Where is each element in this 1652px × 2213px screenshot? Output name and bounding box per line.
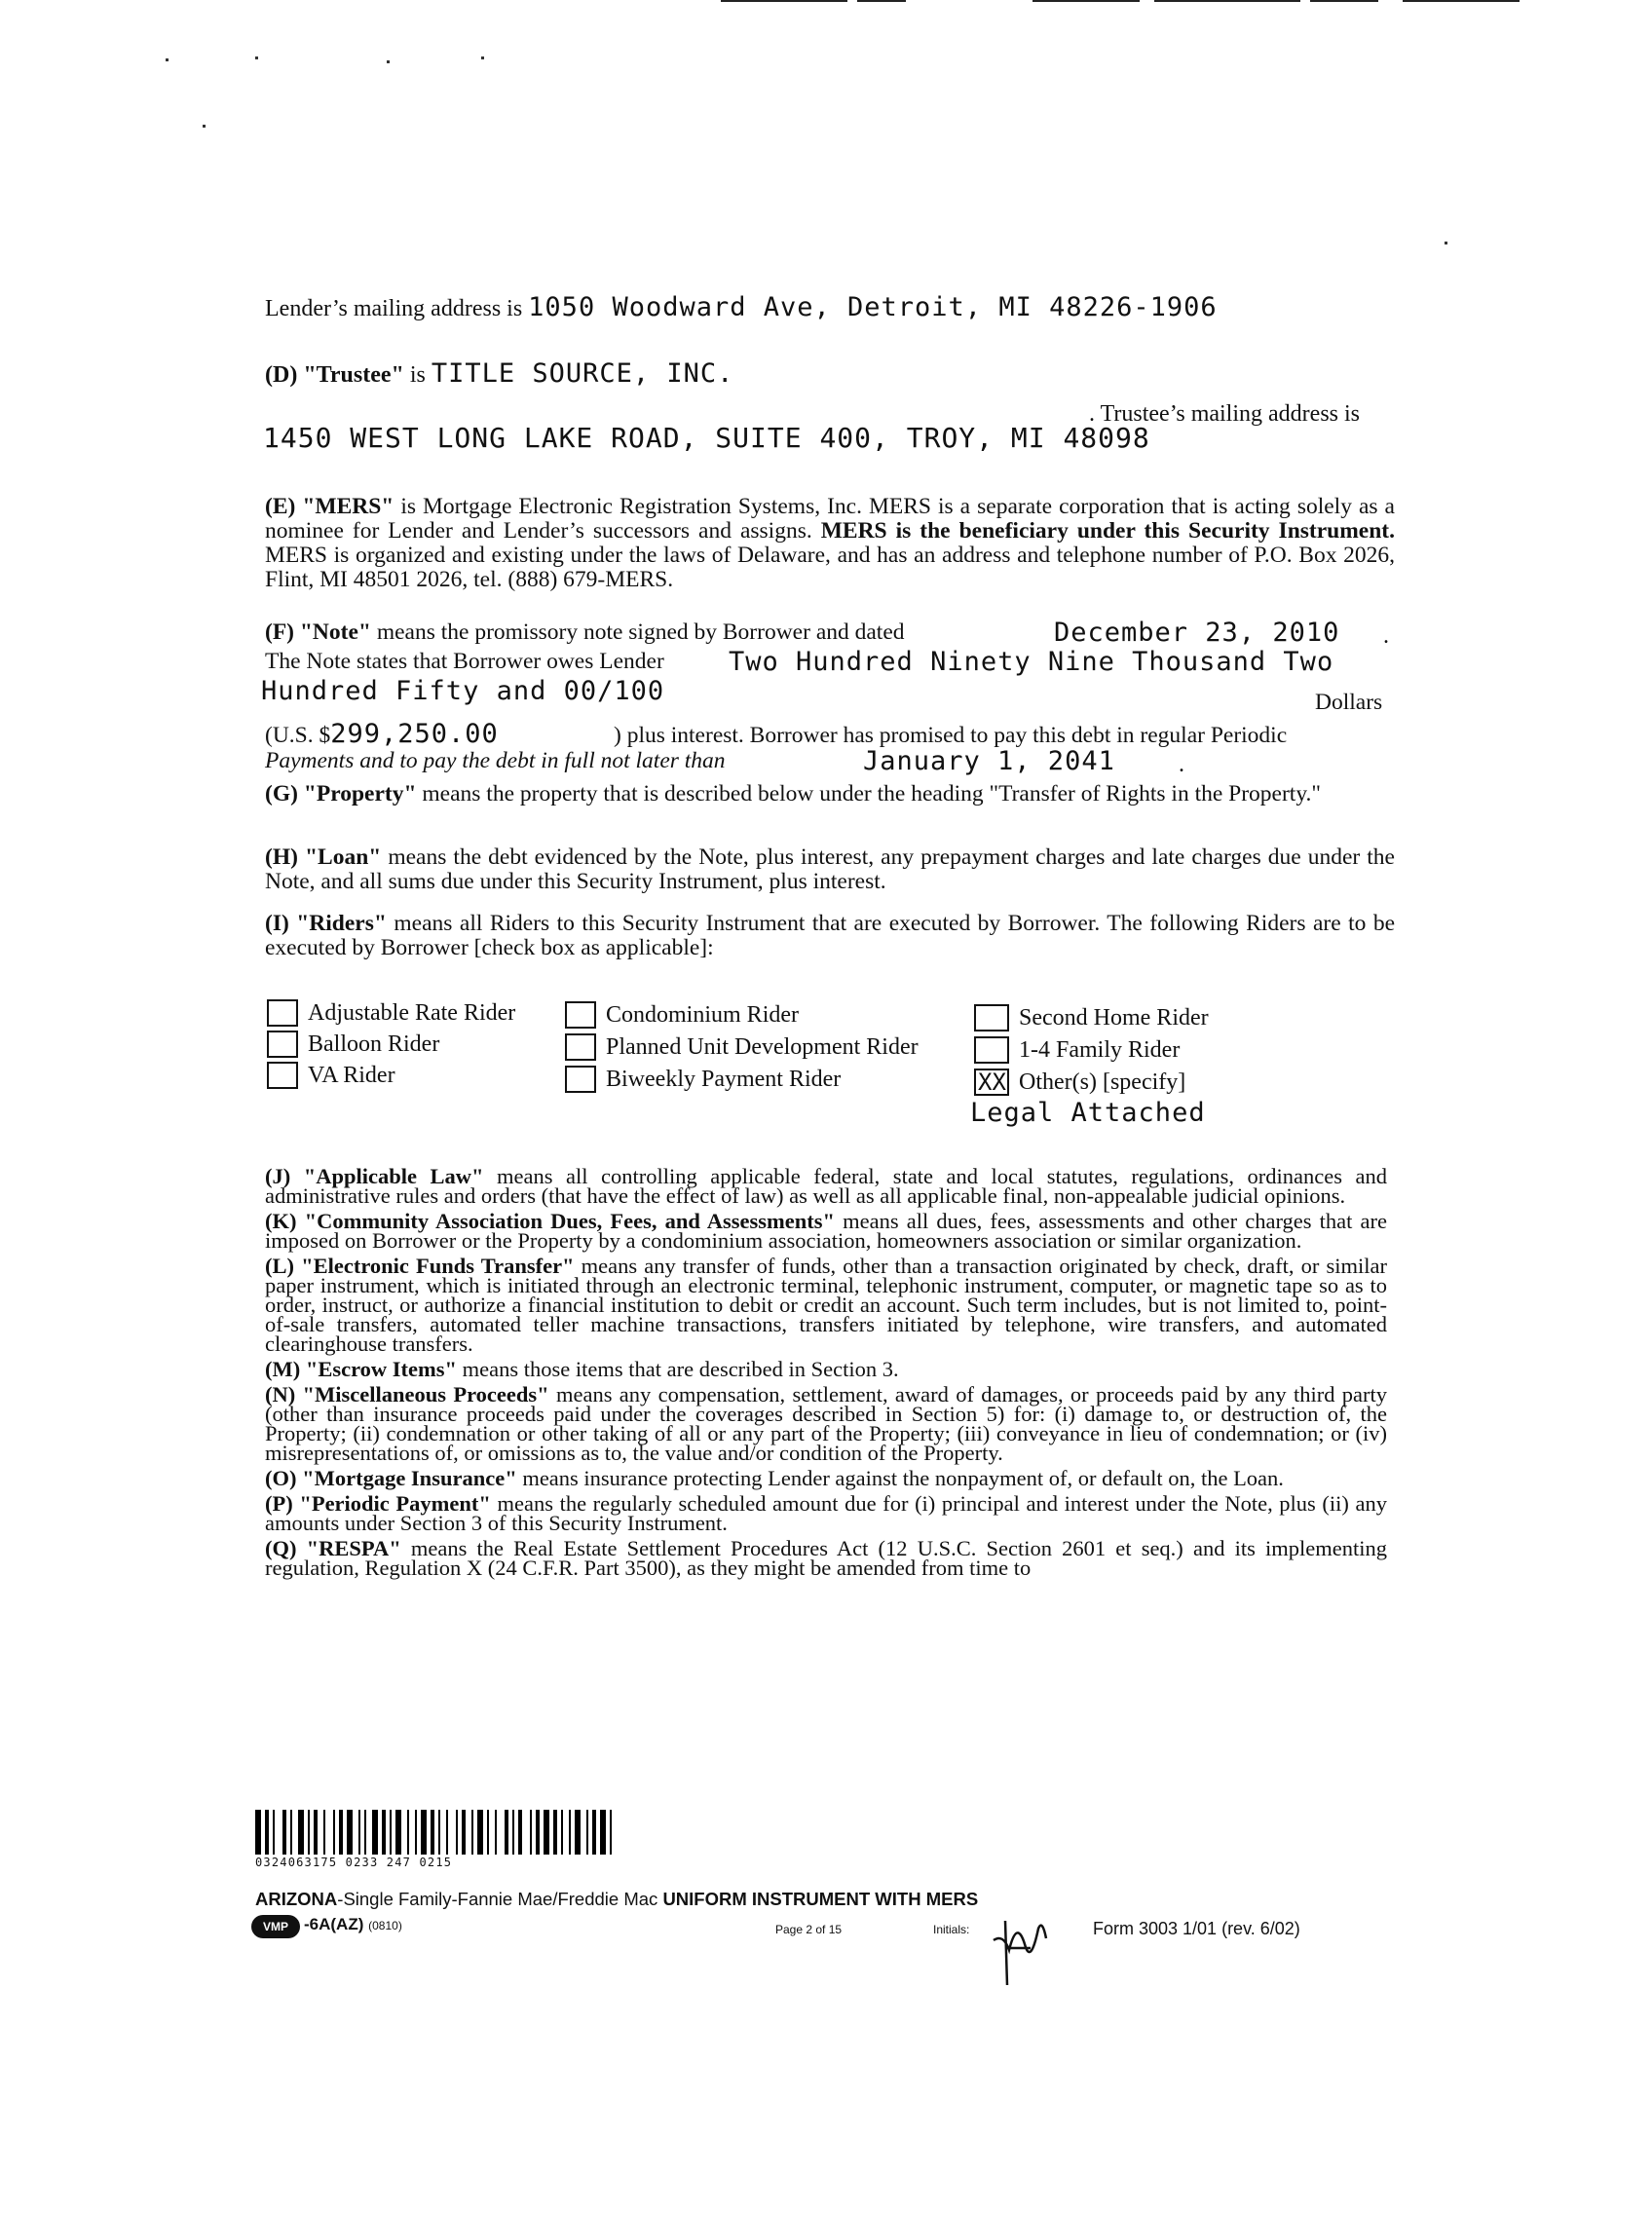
barcode-bar — [477, 1810, 483, 1855]
rider-label: Second Home Rider — [1019, 1004, 1209, 1031]
rider-checkbox[interactable] — [974, 1036, 1009, 1064]
initials-signature — [984, 1890, 1091, 1997]
trustee-heading: (D) "Trustee" — [265, 362, 404, 388]
barcode-bar — [536, 1810, 540, 1855]
rider-label: Planned Unit Development Rider — [606, 1033, 919, 1060]
barcode-bar — [314, 1810, 318, 1855]
rider-label: 1-4 Family Rider — [1019, 1036, 1181, 1063]
barcode-bar — [333, 1810, 335, 1855]
barcode-bar — [323, 1810, 325, 1855]
barcode-text: 0324063175 0233 247 0215 — [255, 1856, 453, 1869]
footer-page-number: Page 2 of 15 — [775, 1923, 843, 1936]
scan-speck — [166, 58, 169, 61]
barcode-bar — [382, 1810, 386, 1855]
barcode-bar — [487, 1810, 489, 1855]
lender-address-value: 1050 Woodward Ave, Detroit, MI 48226-1906 — [528, 292, 1218, 322]
trustee-line — [265, 358, 733, 389]
definition-periodic-payment: (P) "Periodic Payment" means the regularly scheduled amount due for (i) principal and interest under the Note, plus (ii) any amounts under Section 3 of this Security Instrument. — [265, 1491, 1387, 1535]
riders-heading: (I) "Riders" — [265, 911, 387, 936]
riders-definition — [265, 912, 1395, 960]
property-heading: (G) "Property" — [265, 781, 417, 806]
loan-heading: (H) "Loan" — [265, 844, 382, 870]
rider-other-value: Legal Attached — [970, 1098, 1206, 1128]
mers-heading: (E) "MERS" — [265, 494, 394, 519]
rider-condominium[interactable] — [565, 1001, 799, 1029]
barcode-bar — [610, 1810, 612, 1855]
note-date: December 23, 2010 — [1054, 618, 1340, 648]
barcode-bar — [561, 1810, 563, 1855]
barcode-bar — [431, 1810, 434, 1855]
definition-misc-proceeds: (N) "Miscellaneous Proceeds" means any compensation, settlement, award of damages, or proceeds paid by any third party (other than insurance proceeds paid under the coverages described in Section 5) for: (i) damage to, or destruction of, the Property; (ii) condemnation or other taking of all or any part of the Property; (iii) conveyance in lieu of condemnation; or (iv) misrepresentations of, or omissions as to, the value and/or condition of the Property. — [265, 1382, 1387, 1465]
rider-checkbox-checked[interactable]: XX — [974, 1069, 1009, 1096]
trustee-address: 1450 WEST LONG LAKE ROAD, SUITE 400, TROY, MI 48098 — [263, 422, 1150, 454]
scan-edge-line — [1403, 0, 1520, 2]
trustee-mailing-suffix: . Trustee’s mailing address is — [1089, 401, 1361, 427]
property-text: means the property that is described below under the heading "Transfer of Rights in the Property." — [416, 781, 1322, 806]
barcode-bar — [290, 1810, 292, 1855]
barcode-bar — [308, 1810, 310, 1855]
rider-label: Condominium Rider — [606, 1001, 799, 1028]
rider-checkbox[interactable] — [565, 1033, 596, 1061]
note-owes-label: The Note states that Borrower owes Lender — [265, 649, 664, 674]
note-payment-line: Payments and to pay the debt in full not later than — [265, 748, 726, 773]
barcode-bar — [421, 1810, 427, 1855]
mers-text-1: is Mortgage Electronic Registration Systems, Inc. MERS is a separate corporation that is acting solely as a nominee for Lender and Lender’s successors and assigns. — [265, 494, 1395, 544]
definition-applicable-law: (J) "Applicable Law" means all controlling applicable federal, state and local statutes, regulations, ordinances and administrative rules and orders (that have the effect of law) as well as all applicable final, non-appealable judicial opinions. — [265, 1164, 1387, 1208]
barcode-bar — [265, 1810, 269, 1855]
barcode-bar — [273, 1810, 275, 1855]
vmp-logo: VMP — [251, 1915, 300, 1938]
note-amount-line — [265, 719, 499, 749]
definition-escrow-items: (M) "Escrow Items" means those items that are described in Section 3. — [265, 1357, 899, 1381]
barcode-bar — [530, 1810, 532, 1855]
barcode-bar — [553, 1810, 557, 1855]
rider-checkbox[interactable] — [267, 1062, 298, 1089]
scan-edge-line — [1310, 0, 1378, 2]
rider-label: VA Rider — [308, 1062, 395, 1088]
note-us-prefix: (U.S. $ — [265, 723, 331, 748]
rider-label: Biweekly Payment Rider — [606, 1066, 842, 1092]
note-amount-words-2: Hundred Fifty and 00/100 — [261, 676, 665, 706]
mers-definition — [265, 495, 1395, 592]
barcode-bar — [462, 1810, 466, 1855]
barcode-bar — [347, 1810, 353, 1855]
definitions-list — [265, 1164, 1387, 1580]
rider-label: Balloon Rider — [308, 1031, 440, 1057]
footer-form-number: Form 3003 1/01 (rev. 6/02) — [1093, 1919, 1300, 1938]
barcode-bar — [395, 1810, 401, 1855]
definition-mortgage-insurance: (O) "Mortgage Insurance" means insurance protecting Lender against the nonpayment of, or default on, the Loan. — [265, 1466, 1284, 1490]
footer-form-code: -6A(AZ) (0810) — [304, 1915, 402, 1933]
barcode-bar — [505, 1810, 508, 1855]
barcode-bar — [438, 1810, 440, 1855]
barcode-bar — [255, 1810, 261, 1855]
barcode-bar — [471, 1810, 473, 1855]
scan-edge-line — [1154, 0, 1300, 2]
definition-electronic-funds: (L) "Electronic Funds Transfer" means any transfer of funds, other than a transaction originated by check, draft, or similar paper instrument, which is initiated through an electronic terminal, telephonic instrument, computer, or magnetic tape so as to order, instruct, or authorize a financial institution to debit or credit an account. Such term includes, but is not limited to, point-of-sale transfers, automated teller machine transactions, transfers initiated by telephone, wire transfers, and automated clearinghouse transfers. — [265, 1254, 1387, 1356]
rider-checkbox[interactable] — [267, 999, 298, 1027]
footer-initials-label: Initials: — [933, 1923, 970, 1936]
rider-other[interactable] — [974, 1069, 1185, 1096]
barcode-bar — [518, 1810, 522, 1855]
barcode-bar — [495, 1810, 497, 1855]
scan-speck — [387, 60, 390, 63]
scan-speck — [1445, 242, 1447, 244]
barcode-bar — [358, 1810, 360, 1855]
scan-speck — [255, 56, 258, 59]
loan-text: means the debt evidenced by the Note, plus interest, any prepayment charges and late charges due under the Note, and all sums due under this Security Instrument, plus interest. — [265, 844, 1395, 894]
rider-adjustable-rate[interactable] — [267, 999, 515, 1027]
barcode-bar — [592, 1810, 596, 1855]
barcode-bar — [544, 1810, 549, 1855]
loan-definition — [265, 845, 1395, 894]
note-date-period: . — [1383, 623, 1389, 649]
barcode-bar — [512, 1810, 514, 1855]
barcode-bar — [569, 1810, 571, 1855]
lender-address-label: Lender’s mailing address is — [265, 296, 523, 321]
rider-checkbox[interactable] — [565, 1001, 596, 1029]
rider-label: Other(s) [specify] — [1019, 1069, 1186, 1095]
rider-one-four-family[interactable] — [974, 1036, 1180, 1064]
barcode-bar — [575, 1810, 581, 1855]
scan-edge-line — [857, 0, 906, 2]
barcode-bar — [446, 1810, 448, 1855]
trustee-name: TITLE SOURCE, INC. — [431, 358, 734, 389]
rider-balloon[interactable] — [267, 1031, 439, 1058]
rider-biweekly[interactable] — [565, 1066, 841, 1093]
barcode-bar — [339, 1810, 343, 1855]
note-text: means the promissory note signed by Borrower and dated — [370, 619, 905, 645]
definition-community-association: (K) "Community Association Dues, Fees, and Assessments" means all dues, fees, assessments and other charges that are imposed on Borrower or the Property by a condominium association, homeowners association or similar organization. — [265, 1209, 1387, 1253]
trustee-is: is — [409, 362, 426, 388]
barcode-bar — [600, 1810, 606, 1855]
lender-address-line — [265, 292, 1218, 322]
definition-respa: (Q) "RESPA" means the Real Estate Settlement Procedures Act (12 U.S.C. Section 2601 et seq.) and its implementing regulation, Regulation X (24 C.F.R. Part 3500), as they might be amended from time to — [265, 1536, 1387, 1580]
rider-checkbox[interactable] — [974, 1004, 1009, 1031]
barcode-bar — [282, 1810, 286, 1855]
barcode-bar — [586, 1810, 588, 1855]
note-amount-words-1: Two Hundred Ninety Nine Thousand Two — [729, 647, 1334, 677]
barcode-bar — [407, 1810, 409, 1855]
riders-text: means all Riders to this Security Instrument that are executed by Borrower. The following Riders are to be executed by Borrower [check box as applicable]: — [265, 911, 1396, 960]
barcode-bar — [456, 1810, 458, 1855]
rider-checkbox[interactable] — [565, 1066, 596, 1093]
rider-va[interactable] — [267, 1062, 395, 1089]
mers-text-2: MERS is organized and existing under the laws of Delaware, and has an address and telephone number of P.O. Box 2026, Flint, MI 48501 2026, tel. (888) 679-MERS. — [265, 543, 1395, 592]
note-plus-interest: ) plus interest. Borrower has promised to pay this debt in regular Periodic — [614, 723, 1288, 748]
rider-checkbox[interactable] — [267, 1031, 298, 1058]
barcode-bar — [390, 1810, 392, 1855]
scan-speck — [203, 125, 206, 128]
rider-label: Adjustable Rate Rider — [308, 999, 516, 1026]
barcode-bar — [415, 1810, 417, 1855]
barcode-bar — [298, 1810, 304, 1855]
rider-second-home[interactable] — [974, 1004, 1209, 1031]
mers-bold-text: MERS is the beneficiary under this Security Instrument. — [820, 518, 1396, 544]
note-maturity-period: . — [1179, 752, 1184, 777]
barcode-bar — [364, 1810, 366, 1855]
note-heading: (F) "Note" — [265, 619, 371, 645]
scan-edge-line — [1032, 0, 1140, 2]
note-amount: 299,250.00 — [330, 719, 499, 749]
note-dollars-label: Dollars — [1315, 690, 1383, 715]
property-definition — [265, 782, 1395, 806]
note-definition — [265, 619, 905, 646]
scan-speck — [481, 56, 484, 59]
barcode-bar — [372, 1810, 378, 1855]
note-maturity-date: January 1, 2041 — [863, 746, 1115, 776]
rider-planned-unit[interactable] — [565, 1033, 919, 1061]
scan-edge-line — [721, 0, 847, 2]
barcode — [255, 1810, 699, 1855]
footer-form-title: ARIZONA-Single Family-Fannie Mae/Freddie Mac UNIFORM INSTRUMENT WITH MERS — [255, 1889, 979, 1909]
